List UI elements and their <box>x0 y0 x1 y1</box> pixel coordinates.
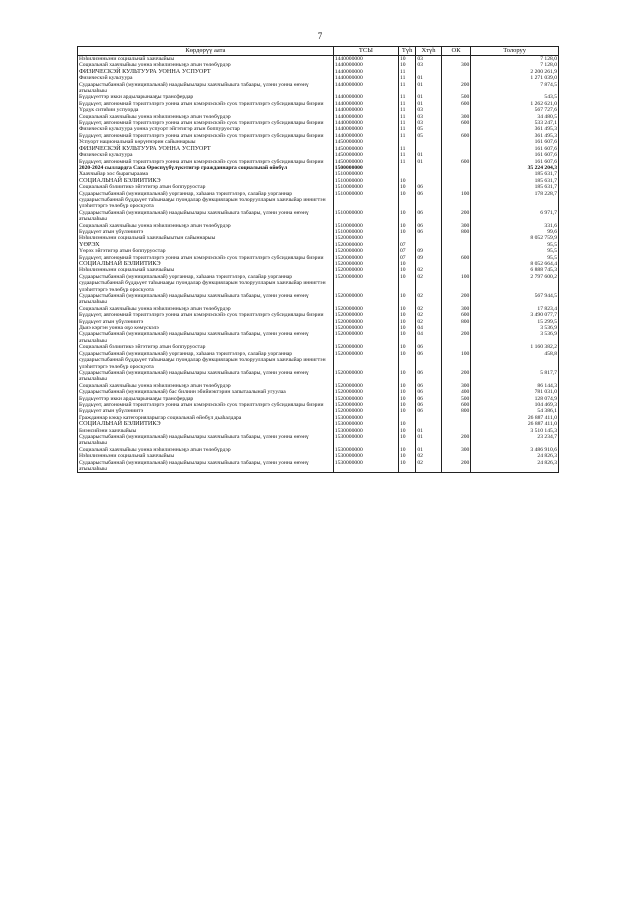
cell-csr: 1520000000 <box>333 293 398 306</box>
cell-name: СОЦИАЛЬНАЙ БЭЛИИТИКЭ <box>78 421 334 427</box>
cell-csr: 1450000000 <box>333 152 398 158</box>
cell-sum: 24 826,3 <box>471 453 559 459</box>
cell-pr: 01 <box>416 152 441 158</box>
table-body <box>78 56 559 473</box>
cell-pr: 02 <box>416 274 441 293</box>
cell-sum: 95,5 <box>471 255 559 261</box>
cell-csr: 1520000000 <box>333 274 398 293</box>
cell-name: Судаарыстыбаннай (муниципальнай) наадыйыылары хааччыйыыга табаары, үлэни уонна өҥөнү атыылаһыы <box>78 293 334 306</box>
cell-csr: 1500000000 <box>333 165 398 171</box>
cell-sum: 533 247,1 <box>471 120 559 126</box>
cell-vr: 100 <box>441 191 471 210</box>
cell-pr: 04 <box>416 331 441 344</box>
header-name: Көрдөрүү аата <box>78 47 334 56</box>
cell-name: Гражданнар кэккэ категорияларыгар социальнай өйөбүл дьаһалдара <box>78 415 334 421</box>
cell-pr: 02 <box>416 293 441 306</box>
cell-sum: 5 817,7 <box>471 370 559 383</box>
cell-csr: 1520000000 <box>333 325 398 331</box>
cell-pr: 01 <box>416 428 441 434</box>
cell-name: Бүддьүөт атын үбүлэниитэ <box>78 319 334 325</box>
cell-csr: 1440000000 <box>333 62 398 68</box>
cell-name: Судаарыстыбаннай (муниципальнай) наадыйыылары хааччыйыыга табаары, үлэни уонна өҥөнү атыылаһыы <box>78 460 334 473</box>
cell-pr: 01 <box>416 159 441 165</box>
cell-vr: 800 <box>441 319 471 325</box>
table-row <box>78 434 559 447</box>
cell-rz: 10 <box>399 344 416 350</box>
cell-pr: 02 <box>416 267 441 273</box>
cell-pr: 01 <box>416 434 441 447</box>
cell-vr: 300 <box>441 223 471 229</box>
cell-name: Судаарыстыбаннай (муниципальнай) наадыйыылары хааччыйыыга табаары, үлэни уонна өҥөнү атыылаһыы <box>78 82 334 95</box>
cell-sum: 185 631,7 <box>471 184 559 190</box>
cell-sum: 7 874,5 <box>471 82 559 95</box>
cell-rz: 10 <box>399 331 416 344</box>
cell-name: Үрдүк ситиһии успуорда <box>78 107 334 113</box>
cell-sum: 161 607,6 <box>471 146 559 152</box>
cell-rz: 10 <box>399 56 416 63</box>
cell-sum: 185 631,7 <box>471 178 559 184</box>
cell-rz: 10 <box>399 408 416 414</box>
cell-sum: 3 486 910,6 <box>471 447 559 453</box>
cell-rz: 07 <box>399 248 416 254</box>
cell-sum: 3 536,9 <box>471 331 559 344</box>
header-pr: Хтүһ <box>416 47 441 56</box>
cell-rz: 10 <box>399 447 416 453</box>
cell-sum: 161 607,6 <box>471 152 559 158</box>
cell-rz: 11 <box>399 146 416 152</box>
cell-sum: 128 074,9 <box>471 396 559 402</box>
cell-csr: 1530000000 <box>333 460 398 473</box>
cell-csr: 1440000000 <box>333 114 398 120</box>
cell-rz: 10 <box>399 351 416 370</box>
cell-pr: 04 <box>416 325 441 331</box>
cell-rz: 11 <box>399 114 416 120</box>
cell-rz: 10 <box>399 306 416 312</box>
cell-csr: 1450000000 <box>333 146 398 152</box>
table-row <box>78 293 559 306</box>
cell-pr: 09 <box>416 248 441 254</box>
cell-rz: 11 <box>399 159 416 165</box>
cell-pr: 06 <box>416 229 441 235</box>
cell-sum: 1 160 382,2 <box>471 344 559 350</box>
cell-name: Биэнсийэни хааччыйыы <box>78 428 334 434</box>
cell-csr: 1520000000 <box>333 261 398 267</box>
cell-name: Бүддьүөт, автономнай тэрилтэлэргэ уонна атын кэмэрчэскэйэ суох тэрилтэлэргэ субсидиялары биэрии <box>78 312 334 318</box>
cell-csr: 1440000000 <box>333 82 398 95</box>
cell-pr: 06 <box>416 408 441 414</box>
cell-csr: 1440000000 <box>333 126 398 132</box>
cell-pr: 02 <box>416 312 441 318</box>
cell-rz: 11 <box>399 152 416 158</box>
cell-csr: 1520000000 <box>333 248 398 254</box>
cell-pr: 01 <box>416 94 441 100</box>
cell-vr: 300 <box>441 306 471 312</box>
cell-name: ФИЗИЧЕСКЭЙ КУЛЬТУУРА УОННА УСПУОРТ <box>78 69 334 75</box>
cell-sum: 567 944,5 <box>471 293 559 306</box>
cell-vr: 600 <box>441 133 471 139</box>
cell-sum: 23 234,7 <box>471 434 559 447</box>
cell-vr: 600 <box>441 255 471 261</box>
cell-sum: 95,5 <box>471 242 559 248</box>
cell-csr: 1440000000 <box>333 101 398 107</box>
cell-vr: 500 <box>441 94 471 100</box>
cell-csr: 1440000000 <box>333 94 398 100</box>
cell-name: Социальнай бэлиитикэ эйгэтигэр атын боппуруостар <box>78 344 334 350</box>
cell-vr: 600 <box>441 120 471 126</box>
cell-pr: 02 <box>416 306 441 312</box>
cell-csr: 1450000000 <box>333 159 398 165</box>
cell-pr: 06 <box>416 223 441 229</box>
cell-name: ҮӨРЭХ <box>78 242 334 248</box>
cell-sum: 95,5 <box>471 248 559 254</box>
cell-csr: 1520000000 <box>333 389 398 395</box>
cell-pr: 03 <box>416 56 441 63</box>
cell-rz: 10 <box>399 312 416 318</box>
cell-name: Социальнай хааччыйыы уонна нэһилиэнньэҕэ атын төлөбүрдэр <box>78 114 334 120</box>
cell-rz: 10 <box>399 319 416 325</box>
cell-sum: 7 128,0 <box>471 56 559 63</box>
cell-csr: 1450000000 <box>333 139 398 145</box>
cell-vr: 600 <box>441 101 471 107</box>
table-row <box>78 274 559 293</box>
cell-vr: 400 <box>441 389 471 395</box>
cell-pr: 06 <box>416 344 441 350</box>
cell-name: Судаарыстыбаннай (муниципальнай) наадыйыылары хааччыйыыга табаары, үлэни уонна өҥөнү атыылаһыы <box>78 331 334 344</box>
cell-name: Бүддьүөт атын үбүлэниитэ <box>78 408 334 414</box>
cell-name: Судаарыстыбаннай (муниципальнай) уорганнар, хаһаана тэрилтэлэрэ, салайар уорганнар судаарыстыбаннай бүддьүөт таһынааҕы пуондалар функцияларын толоруулларын хааччыйар иннигтэн үлэһиттэргэ төлөбүр ороскуота <box>78 191 334 210</box>
cell-csr: 1440000000 <box>333 133 398 139</box>
cell-vr: 300 <box>441 114 471 120</box>
cell-rz: 11 <box>399 120 416 126</box>
cell-name: Физическэй культуура <box>78 75 334 81</box>
cell-pr: 06 <box>416 396 441 402</box>
cell-csr: 1530000000 <box>333 447 398 453</box>
cell-name: Бүддьүөт, автономнай тэрилтэлэргэ уонна атын кэмэрчэскэйэ суох тэрилтэлэргэ субсидиялары биэрии <box>78 255 334 261</box>
cell-name: Нэһилиэнньэни социальнай хааччыйыы <box>78 56 334 63</box>
cell-csr: 1520000000 <box>333 396 398 402</box>
cell-rz: 10 <box>399 434 416 447</box>
table-row <box>78 210 559 223</box>
cell-name: Социальнай хааччыйыы уонна нэһилиэнньэҕэ атын төлөбүрдэр <box>78 223 334 229</box>
cell-csr: 1520000000 <box>333 255 398 261</box>
cell-name: СОЦИАЛЬНАЙ БЭЛИИТИКЭ <box>78 261 334 267</box>
cell-rz: 10 <box>399 261 416 267</box>
cell-sum: 161 607,6 <box>471 139 559 145</box>
table-row <box>78 191 559 210</box>
cell-sum: 458,8 <box>471 351 559 370</box>
cell-pr: 06 <box>416 370 441 383</box>
cell-rz: 11 <box>399 126 416 132</box>
cell-sum: 2 797 600,2 <box>471 274 559 293</box>
cell-name: Бүддьүөт атын үбүлэниитэ <box>78 229 334 235</box>
cell-vr: 800 <box>441 229 471 235</box>
cell-sum: 34 480,5 <box>471 114 559 120</box>
cell-csr: 1510000000 <box>333 178 398 184</box>
cell-rz: 10 <box>399 178 416 184</box>
cell-sum: 8 052 759,9 <box>471 235 559 241</box>
cell-vr: 200 <box>441 370 471 383</box>
cell-name: Судаарыстыбаннай (муниципальнай) бас билиин эбийиэктэрин хапытаалынай угуулаа <box>78 389 334 395</box>
cell-name: Судаарыстыбаннай (муниципальнай) наадыйыылары хааччыйыыга табаары, үлэни уонна өҥөнү атыылаһыы <box>78 370 334 383</box>
cell-rz: 10 <box>399 274 416 293</box>
cell-name: Социальнай бэлиитикэ эйгэтигэр атын боппуруостар <box>78 184 334 190</box>
cell-name: Хааччыйар хос бырагыраама <box>78 171 334 177</box>
cell-sum: 86 144,3 <box>471 383 559 389</box>
header-rz: Түһ <box>399 47 416 56</box>
cell-name: Социальнай хааччыйыы уонна нэһилиэнньэҕэ атын төлөбүрдэр <box>78 383 334 389</box>
cell-sum: 26 887 411,0 <box>471 421 559 427</box>
cell-sum: 567 727,6 <box>471 107 559 113</box>
cell-sum: 178 228,7 <box>471 191 559 210</box>
cell-pr: 03 <box>416 107 441 113</box>
cell-rz: 10 <box>399 460 416 473</box>
cell-vr: 500 <box>441 396 471 402</box>
cell-pr: 01 <box>416 101 441 107</box>
cell-csr: 1510000000 <box>333 171 398 177</box>
cell-pr: 01 <box>416 82 441 95</box>
cell-csr: 1510000000 <box>333 184 398 190</box>
cell-pr: 03 <box>416 114 441 120</box>
cell-csr: 1520000000 <box>333 242 398 248</box>
cell-rz: 10 <box>399 389 416 395</box>
cell-vr: 300 <box>441 447 471 453</box>
cell-name: Физическэй культуура уонна успуорт эйгэтигэр атын боппуруостар <box>78 126 334 132</box>
cell-vr: 200 <box>441 82 471 95</box>
cell-sum: 7 128,0 <box>471 62 559 68</box>
cell-vr: 300 <box>441 62 471 68</box>
cell-csr: 1510000000 <box>333 210 398 223</box>
header-vr: ОК <box>441 47 471 56</box>
cell-csr: 1440000000 <box>333 69 398 75</box>
cell-csr: 1510000000 <box>333 229 398 235</box>
cell-name: Успуорт национальнай көрүҥнэрин сайыннарыы <box>78 139 334 145</box>
cell-csr: 1440000000 <box>333 56 398 63</box>
cell-pr: 06 <box>416 389 441 395</box>
header-csr: ТСЫ <box>333 47 398 56</box>
cell-name: ФИЗИЧЕСКЭЙ КУЛЬТУУРА УОННА УСПУОРТ <box>78 146 334 152</box>
cell-sum: 54 386,1 <box>471 408 559 414</box>
cell-pr: 01 <box>416 75 441 81</box>
cell-name: Бүддьүөт, автономнай тэрилтэлэргэ уонна атын кэмэрчэскэйэ суох тэрилтэлэргэ субсидиялары биэрии <box>78 120 334 126</box>
table-row <box>78 82 559 95</box>
header-sum: Толоруу <box>471 47 559 56</box>
cell-sum: 1 262 621,0 <box>471 101 559 107</box>
cell-pr: 02 <box>416 319 441 325</box>
cell-sum: 24 826,3 <box>471 460 559 473</box>
cell-rz: 10 <box>399 325 416 331</box>
cell-rz: 11 <box>399 69 416 75</box>
cell-name: Судаарыстыбаннай (муниципальнай) уорганнар, хаһаана тэрилтэлэрэ, салайар уорганнар судаарыстыбаннай бүддьүөт таһынааҕы пуондалар функцияларын толоруулларын хааччыйар иннигтэн үлэһиттэргэ төлөбүр ороскуота <box>78 351 334 370</box>
cell-vr <box>441 56 471 63</box>
cell-csr: 1520000000 <box>333 306 398 312</box>
cell-pr: 06 <box>416 402 441 408</box>
cell-rz: 11 <box>399 82 416 95</box>
cell-csr: 1520000000 <box>333 402 398 408</box>
cell-rz: 10 <box>399 191 416 210</box>
cell-csr: 1530000000 <box>333 434 398 447</box>
cell-sum: 99,6 <box>471 229 559 235</box>
cell-name: Дьиэ кэргэн уонна оҕо көмүскэлэ <box>78 325 334 331</box>
cell-rz: 10 <box>399 223 416 229</box>
cell-csr: 1520000000 <box>333 370 398 383</box>
cell-vr: 200 <box>441 210 471 223</box>
cell-rz: 10 <box>399 383 416 389</box>
cell-rz: 11 <box>399 107 416 113</box>
cell-rz: 10 <box>399 184 416 190</box>
cell-name: Нэһилиэнньэни социальнай хааччыйыы <box>78 453 334 459</box>
cell-name: СОЦИАЛЬНАЙ БЭЛИИТИКЭ <box>78 178 334 184</box>
cell-name: Судаарыстыбаннай (муниципальнай) наадыйыылары хааччыйыыга табаары, үлэни уонна өҥөнү атыылаһыы <box>78 210 334 223</box>
cell-name: Социальнай хааччыйыы уонна нэһилиэнньэҕэ атын төлөбүрдэр <box>78 447 334 453</box>
cell-csr: 1520000000 <box>333 344 398 350</box>
cell-sum: 26 887 411,0 <box>471 415 559 421</box>
cell-pr: 05 <box>416 133 441 139</box>
table-header-row <box>78 47 559 56</box>
cell-name: Бүддьүөт, автономнай тэрилтэлэргэ уонна атын кэмэрчэскэйэ суох тэрилтэлэргэ субсидиялары биэрии <box>78 402 334 408</box>
cell-vr: 600 <box>441 402 471 408</box>
cell-csr: 1520000000 <box>333 331 398 344</box>
cell-vr: 800 <box>441 408 471 414</box>
cell-sum: 161 607,6 <box>471 159 559 165</box>
cell-rz: 10 <box>399 428 416 434</box>
cell-pr: 01 <box>416 447 441 453</box>
cell-csr: 1510000000 <box>333 191 398 210</box>
cell-name: Социальнай хааччыйыы уонна нэһилиэнньэҕэ атын төлөбүрдэр <box>78 62 334 68</box>
table-row <box>78 460 559 473</box>
cell-rz: 10 <box>399 210 416 223</box>
cell-name: Бүддьүөттэр икки ардыларынааҕы трансфердар <box>78 396 334 402</box>
page-number: 7 <box>317 31 323 41</box>
cell-name: Судаарыстыбаннай (муниципальнай) уорганнар, хаһаана тэрилтэлэрэ, салайар уорганнар судаарыстыбаннай бүддьүөт таһынааҕы пуондалар функцияларын толоруулларын хааччыйар иннигтэн үлэһиттэргэ төлөбүр ороскуота <box>78 274 334 293</box>
cell-rz: 10 <box>399 370 416 383</box>
cell-sum: 6 888 745,3 <box>471 267 559 273</box>
cell-csr: 1530000000 <box>333 428 398 434</box>
cell-rz: 10 <box>399 453 416 459</box>
cell-sum: 104 469,3 <box>471 402 559 408</box>
cell-vr: 100 <box>441 274 471 293</box>
cell-vr: 600 <box>441 159 471 165</box>
cell-sum: 6 971,7 <box>471 210 559 223</box>
cell-rz: 07 <box>399 255 416 261</box>
cell-vr: 300 <box>441 383 471 389</box>
cell-sum: 781 031,0 <box>471 389 559 395</box>
cell-csr: 1530000000 <box>333 421 398 427</box>
cell-csr: 1520000000 <box>333 319 398 325</box>
cell-name: Бүддьүөттэр икки ардыларынааҕы трансфердар <box>78 94 334 100</box>
cell-pr: 05 <box>416 126 441 132</box>
cell-name: Судаарыстыбаннай (муниципальнай) наадыйыылары хааччыйыыга табаары, үлэни уонна өҥөнү атыылаһыы <box>78 434 334 447</box>
cell-pr: 09 <box>416 255 441 261</box>
cell-sum: 17 823,4 <box>471 306 559 312</box>
cell-sum: 3 510 145,3 <box>471 428 559 434</box>
cell-csr: 1520000000 <box>333 383 398 389</box>
cell-pr: 03 <box>416 120 441 126</box>
cell-rz: 10 <box>399 293 416 306</box>
cell-sum: 361 495,3 <box>471 126 559 132</box>
cell-name: Бүддьүөт, автономнай тэрилтэлэргэ уонна атын кэмэрчэскэйэ суох тэрилтэлэргэ субсидиялары биэрии <box>78 133 334 139</box>
cell-rz: 11 <box>399 133 416 139</box>
cell-name: Физическэй культуура <box>78 152 334 158</box>
cell-pr: 03 <box>416 62 441 68</box>
cell-rz: 10 <box>399 396 416 402</box>
cell-rz: 11 <box>399 101 416 107</box>
cell-csr: 1440000000 <box>333 75 398 81</box>
cell-vr: 200 <box>441 460 471 473</box>
cell-csr: 1520000000 <box>333 351 398 370</box>
cell-sum: 15 299,5 <box>471 319 559 325</box>
cell-rz: 10 <box>399 267 416 273</box>
cell-pr: 06 <box>416 351 441 370</box>
cell-vr: 200 <box>441 331 471 344</box>
cell-sum: 543,5 <box>471 94 559 100</box>
cell-csr: 1520000000 <box>333 312 398 318</box>
cell-name: 2020-2024 сыллардга Саха Өрөспүүбүлүкэтигэр гражданнарга социальнай өйөбүл <box>78 165 334 171</box>
cell-sum: 361 495,3 <box>471 133 559 139</box>
table-row <box>78 351 559 370</box>
cell-sum: 35 224 204,3 <box>471 165 559 171</box>
cell-name: Бүддьүөт, автономнай тэрилтэлэргэ уонна атын кэмэрчэскэйэ суох тэрилтэлэргэ субсидиялары биэрии <box>78 159 334 165</box>
cell-vr: 600 <box>441 312 471 318</box>
cell-csr: 1520000000 <box>333 408 398 414</box>
table-row <box>78 331 559 344</box>
cell-name: Бүддьүөт, автономнай тэрилтэлэргэ уонна атын кэмэрчэскэйэ суох тэрилтэлэргэ субсидиялары биэрии <box>78 101 334 107</box>
cell-name: Социальнай хааччыйыы уонна нэһилиэнньэҕэ атын төлөбүрдэр <box>78 306 334 312</box>
cell-pr: 02 <box>416 453 441 459</box>
cell-vr: 200 <box>441 293 471 306</box>
cell-name: Нэһилиэнньэни социальнай хааччыйыытын сайыннарыы <box>78 235 334 241</box>
cell-sum: 185 631,7 <box>471 171 559 177</box>
cell-pr: 06 <box>416 210 441 223</box>
cell-csr: 1530000000 <box>333 453 398 459</box>
cell-csr: 1510000000 <box>333 223 398 229</box>
cell-sum: 8 052 664,4 <box>471 261 559 267</box>
cell-rz: 11 <box>399 94 416 100</box>
cell-vr: 100 <box>441 351 471 370</box>
cell-rz: 10 <box>399 421 416 427</box>
budget-table <box>77 46 559 473</box>
cell-sum: 3 490 077,7 <box>471 312 559 318</box>
cell-csr: 1440000000 <box>333 107 398 113</box>
cell-csr: 1530000000 <box>333 415 398 421</box>
cell-rz: 11 <box>399 75 416 81</box>
cell-pr: 06 <box>416 191 441 210</box>
cell-pr: 06 <box>416 184 441 190</box>
cell-rz: 10 <box>399 402 416 408</box>
cell-pr: 06 <box>416 383 441 389</box>
cell-csr: 1440000000 <box>333 120 398 126</box>
cell-csr: 1520000000 <box>333 235 398 241</box>
cell-csr: 1520000000 <box>333 267 398 273</box>
cell-vr: 200 <box>441 434 471 447</box>
cell-name: Үөрэх эйгэтигэр атын боппуруостар <box>78 248 334 254</box>
cell-pr: 02 <box>416 460 441 473</box>
table-row <box>78 370 559 383</box>
cell-sum: 1 271 039,0 <box>471 75 559 81</box>
cell-rz: 10 <box>399 229 416 235</box>
cell-name: Нэһилиэнньэни социальнай хааччыйыы <box>78 267 334 273</box>
cell-rz: 10 <box>399 62 416 68</box>
cell-sum: 331,6 <box>471 223 559 229</box>
cell-sum: 2 200 261,9 <box>471 69 559 75</box>
cell-rz: 07 <box>399 242 416 248</box>
cell-sum: 3 536,9 <box>471 325 559 331</box>
